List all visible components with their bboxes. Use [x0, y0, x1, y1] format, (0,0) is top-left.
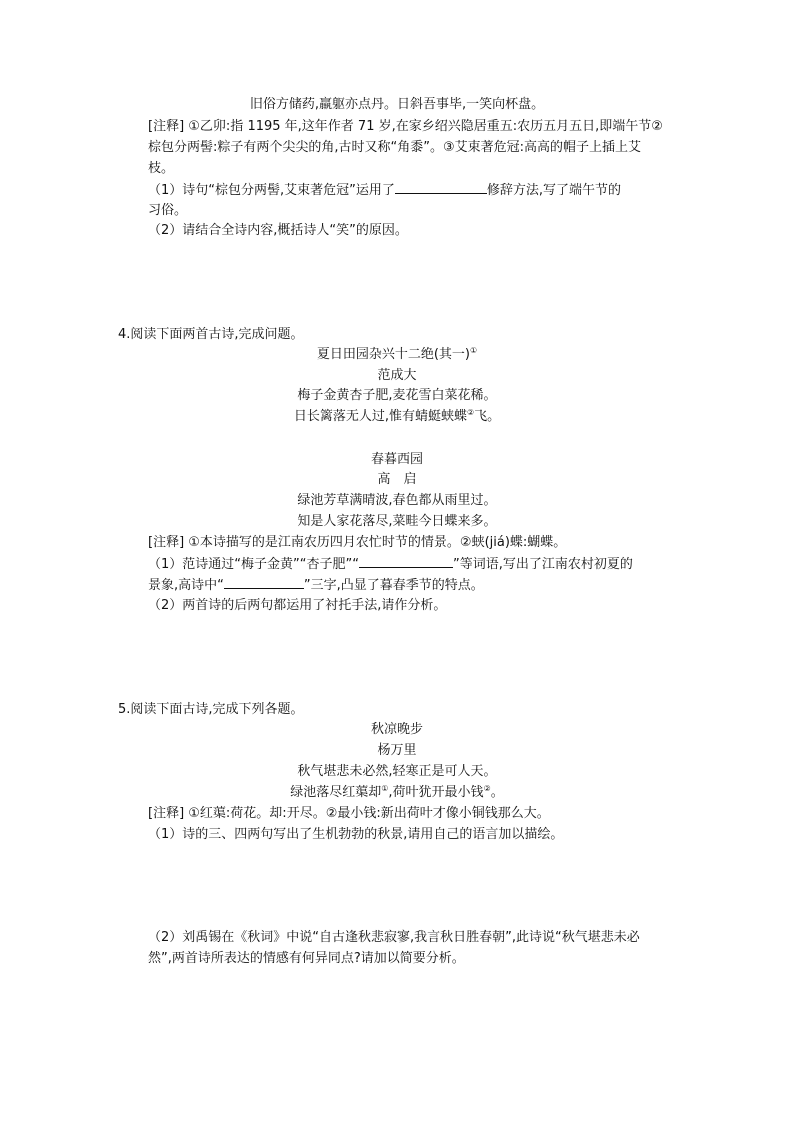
poem-title: 秋凉晚步 — [370, 722, 423, 737]
poem-line — [0, 408, 794, 426]
poem-line: 旧俗方储药,羸躯亦点丹。日斜吾事毕,一笑向杯盘。 — [249, 97, 545, 112]
poem-line: 秋气堪悲未必然,轻寒正是可人天。 — [297, 764, 497, 779]
poem-author: 杨万里 — [377, 743, 417, 758]
sub-question: （2）刘禹锡在《秋词》中说“自古逢秋悲寂寥,我言秋日胜春朝”,此诗说“秋气堪悲未必 — [148, 930, 640, 945]
poem-line — [0, 784, 794, 802]
question-intro: 4.阅读下面两首古诗,完成问题。 — [118, 327, 304, 342]
sub-question-continued: 习俗。 — [148, 203, 188, 218]
sub-question-text: 景象,高诗中“ — [148, 578, 224, 593]
annotation-line: [注释] ①乙卯:指 1195 年,这年作者 71 岁,在家乡绍兴隐居重五:农历五月五日,即端午节② — [148, 119, 663, 134]
annotation-line: [注释] ①本诗描写的是江南农历四月农忙时节的情景。②蛱(jiá)蝶:蝴蝶。 — [148, 535, 567, 550]
annotation-line: 棕包分两髻:粽子有两个尖尖的角,古时又称“角黍”。③艾束著危冠:高高的帽子上插上艾 — [148, 140, 642, 155]
sub-question: （2）请结合全诗内容,概括诗人“笑”的原因。 — [148, 223, 408, 238]
poem-line-text: 绿池落尽红蕖却 — [290, 785, 382, 800]
poem-title: 春暮西园 — [370, 452, 423, 467]
poem-author: 高 启 — [377, 472, 417, 487]
poem-line: 知是人家花落尽,菜畦今日蝶来多。 — [297, 514, 497, 529]
sub-question — [148, 555, 633, 574]
poem-title-text: 夏日田园杂兴十二绝(其一) — [316, 347, 470, 362]
answer-blank[interactable] — [224, 576, 304, 589]
sub-question-text: ”等词语,写出了江南农村初夏的 — [452, 557, 633, 572]
annotation-line: 枝。 — [148, 161, 175, 176]
sub-question: （1）诗的三、四两句写出了生机勃勃的秋景,请用自己的语言加以描绘。 — [148, 827, 564, 842]
answer-blank[interactable] — [359, 555, 453, 568]
sub-question-text: ”三字,凸显了暮春季节的特点。 — [303, 578, 484, 593]
footnote-mark: ① — [381, 784, 389, 793]
sub-question-continued — [148, 576, 484, 595]
poem-author: 范成大 — [377, 368, 417, 383]
poem-line-text: 飞。 — [474, 409, 501, 424]
sub-question: （2）两首诗的后两句都运用了衬托手法,请作分析。 — [148, 598, 447, 613]
poem-title — [0, 346, 794, 364]
question-intro: 5.阅读下面古诗,完成下列各题。 — [118, 702, 304, 717]
poem-line-text: 日长篱落无人过,惟有蜻蜓蛱蝶 — [293, 409, 467, 424]
sub-question-text: 修辞方法,写了端午节的 — [486, 183, 622, 198]
annotation-line: [注释] ①红蕖:荷花。却:开尽。②最小钱:新出荷叶才像小铜钱那么大。 — [148, 806, 550, 821]
poem-line: 绿池芳草满晴波,春色都从雨里过。 — [297, 493, 497, 508]
answer-blank[interactable] — [395, 181, 487, 194]
footnote-mark: ② — [466, 408, 475, 417]
poem-line: 梅子金黄杏子肥,麦花雪白菜花稀。 — [297, 388, 497, 403]
sub-question-text: （1）范诗通过“梅子金黄”“杏子肥”“ — [148, 557, 359, 572]
sub-question — [148, 181, 621, 200]
sub-question-continued: 然”,两首诗所表达的情感有何异同点?请加以简要分析。 — [148, 951, 465, 966]
poem-line-text: 。 — [490, 785, 504, 800]
footnote-mark: ① — [469, 346, 478, 355]
footnote-mark: ② — [483, 784, 491, 793]
poem-line-text: ,荷叶犹开最小钱 — [388, 785, 484, 800]
sub-question-text: （1）诗句“棕包分两髻,艾束著危冠”运用了 — [148, 183, 395, 198]
